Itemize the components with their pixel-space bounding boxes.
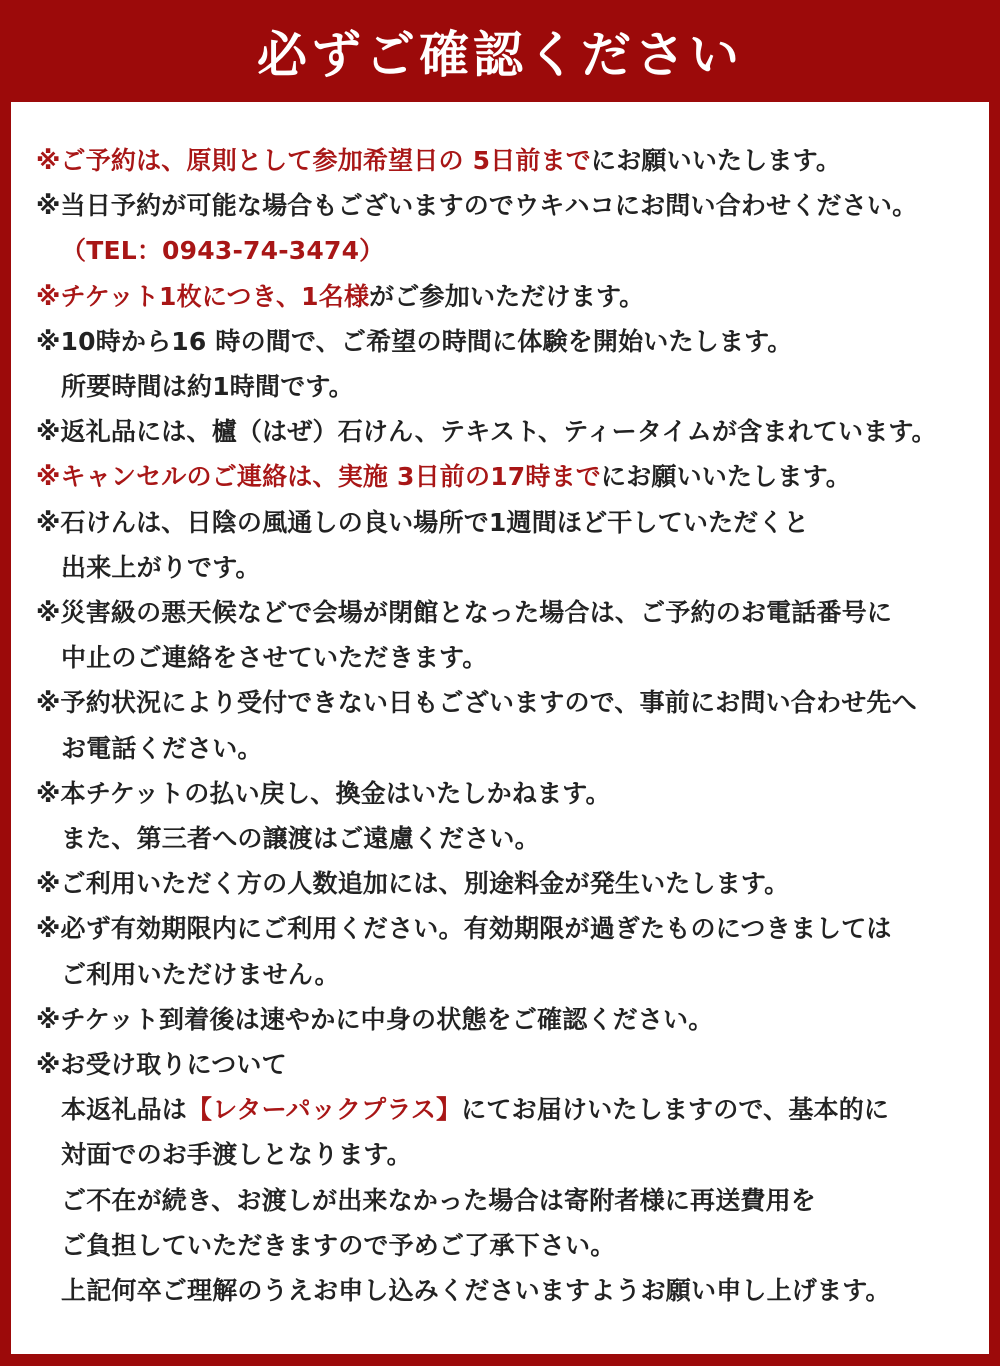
note-additional-people — [11, 861, 989, 906]
note-reservation-deadline — [11, 138, 989, 183]
note-continuation: ご利用いただけません。 — [61, 959, 340, 989]
note-text: にお願いいたします。 — [601, 462, 852, 492]
note-text: ※予約状況により受付できない日もございますので、事前にお問い合わせ先へ — [36, 688, 917, 718]
note-soap-drying — [11, 500, 989, 590]
note-experience-time — [11, 319, 989, 409]
note-text: にてお届けいたしますので、基本的に — [461, 1095, 890, 1125]
note-ticket-per-person — [11, 274, 989, 319]
note-weather-closure — [11, 590, 989, 680]
note-highlight: ※チケット1枚につき、1名様 — [36, 281, 370, 311]
note-text: ※お受け取りについて — [36, 1050, 287, 1080]
note-continuation: 対面でのお手渡しとなります。 — [61, 1140, 412, 1170]
note-availability — [11, 680, 989, 770]
note-continuation — [36, 228, 989, 273]
note-continuation: 上記何卒ご理解のうえお申し込みくださいますようお願い申し上げます。 — [61, 1276, 891, 1306]
note-no-refund — [11, 771, 989, 861]
note-highlight: ※ご予約は、原則として参加希望日の 5日前まで — [36, 146, 592, 175]
shipping-method: 【レターパックプラス】 — [187, 1095, 462, 1125]
phone-number: （TEL：0943-74-3474） — [61, 236, 385, 266]
note-gift-contents — [11, 409, 989, 454]
note-expiration — [11, 906, 989, 996]
note-same-day-reservation — [11, 183, 989, 273]
note-cancellation — [11, 454, 989, 499]
page-title: 必ずご確認ください — [257, 26, 743, 84]
note-continuation — [36, 1087, 989, 1132]
note-receipt — [11, 1042, 989, 1313]
note-continuation: 所要時間は約1時間です。 — [61, 372, 354, 402]
note-text: 本返礼品は — [61, 1095, 188, 1125]
note-text: ※必ず有効期限内にご利用ください。有効期限が過ぎたものにつきましては — [36, 914, 892, 944]
note-text: ※10時から16 時の間で、ご希望の時間に体験を開始いたします。 — [36, 326, 793, 356]
note-continuation: また、第三者への譲渡はご遠慮ください。 — [61, 824, 540, 854]
note-continuation: お電話ください。 — [61, 733, 263, 763]
note-text: ※チケット到着後は速やかに中身の状態をご確認ください。 — [36, 1004, 714, 1034]
note-highlight: ※キャンセルのご連絡は、実施 3日前の17時まで — [36, 462, 601, 492]
note-text: ※返礼品には、櫨（はぜ）石けん、テキスト、ティータイムが含まれています。 — [36, 417, 937, 447]
note-text: ※本チケットの払い戻し、換金はいたしかねます。 — [36, 778, 611, 808]
note-continuation: ご不在が続き、お渡しが出来なかった場合は寄附者様に再送費用を — [61, 1185, 817, 1215]
header-banner — [0, 0, 1000, 102]
note-text: ※当日予約が可能な場合もございますのでウキハコにお問い合わせください。 — [36, 191, 918, 221]
notes-panel — [11, 102, 989, 1354]
note-text: がご参加いただけます。 — [369, 281, 645, 311]
note-continuation: 中止のご連絡をさせていただきます。 — [61, 643, 488, 673]
note-check-contents — [11, 997, 989, 1042]
note-text: ※ご利用いただく方の人数追加には、別途料金が発生いたします。 — [36, 869, 790, 899]
note-text: にお願いいたします。 — [591, 146, 842, 175]
note-continuation: 出来上がりです。 — [61, 552, 261, 582]
note-text: ※石けんは、日陰の風通しの良い場所で1週間ほど干していただくと — [36, 507, 809, 537]
note-continuation: ご負担していただきますので予めご了承下さい。 — [61, 1230, 616, 1260]
note-text: ※災害級の悪天候などで会場が閉館となった場合は、ご予約のお電話番号に — [36, 598, 893, 628]
